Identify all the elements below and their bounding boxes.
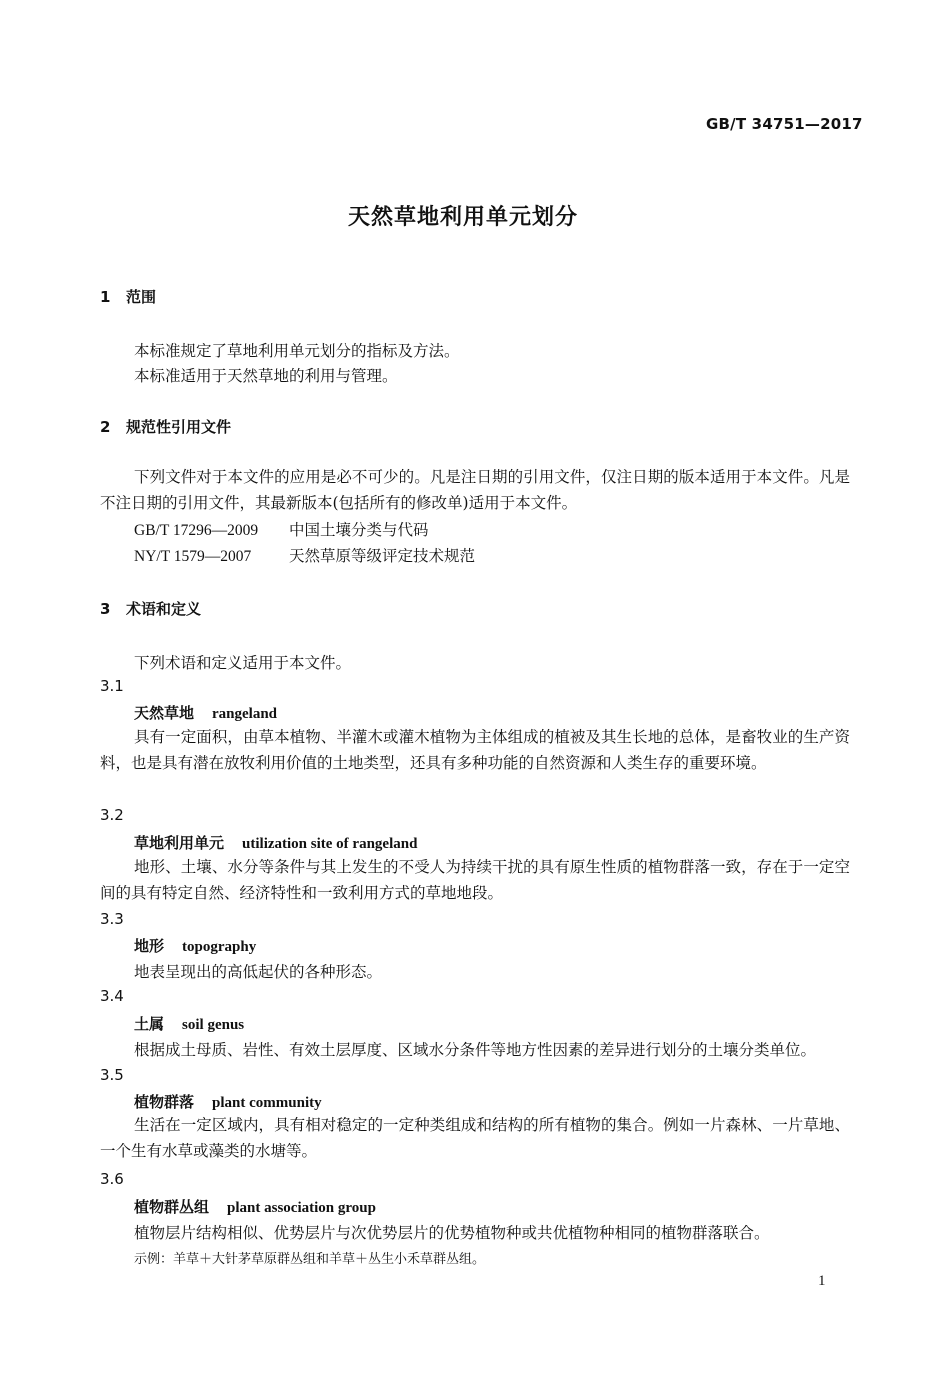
reference-name: 中国土壤分类与代码	[289, 521, 429, 539]
term-en: plant association group	[227, 1200, 376, 1216]
paragraph: 本标准规定了草地利用单元划分的指标及方法。	[134, 342, 460, 360]
term-zh: 植物群丛组	[134, 1198, 210, 1216]
section-heading	[100, 286, 156, 307]
document-title: 天然草地利用单元划分	[348, 205, 579, 230]
term-definition: 地形、土壤、水分等条件与其上发生的不受人为持续干扰的具有原生性质的植物群落一致，存在于一定空间的具有特定自然、经济特性和一致利用方式的草地地段。	[100, 858, 850, 902]
section-heading	[100, 416, 231, 437]
term-zh: 植物群落	[134, 1093, 195, 1111]
clause-number: 3.6	[100, 1170, 124, 1188]
section-title: 术语和定义	[126, 600, 202, 618]
term-heading	[134, 832, 417, 853]
reference-item	[134, 544, 475, 566]
clause-number: 3.5	[100, 1066, 124, 1084]
term-zh: 天然草地	[134, 704, 195, 722]
term-heading	[134, 1013, 244, 1034]
term-heading	[134, 702, 277, 723]
section-heading	[100, 598, 201, 619]
term-zh: 草地利用单元	[134, 834, 225, 852]
clause-number: 3.4	[100, 987, 124, 1005]
clause-number: 3.2	[100, 806, 124, 824]
term-en: rangeland	[212, 706, 278, 722]
term-definition: 植物层片结构相似、优势层片与次优势层片的优势植物种或共优植物种相同的植物群落联合。	[134, 1224, 770, 1242]
term-en: topography	[182, 939, 257, 955]
reference-code: GB/T 17296—2009	[134, 522, 259, 539]
term-definition: 生活在一定区域内，具有相对稳定的一定种类组成和结构的所有植物的集合。例如一片森林、一片草地、一个生有水草或藻类的水塘等。	[100, 1116, 850, 1160]
section-title: 规范性引用文件	[126, 418, 232, 436]
paragraph: 本标准适用于天然草地的利用与管理。	[134, 367, 398, 385]
term-zh: 地形	[134, 937, 165, 955]
reference-code: NY/T 1579—2007	[134, 548, 252, 565]
term-definition: 根据成土母质、岩性、有效土层厚度、区域水分条件等地方性因素的差异进行划分的土壤分类单位。	[134, 1041, 817, 1059]
term-heading	[134, 1196, 376, 1217]
clause-number: 3.1	[100, 677, 124, 695]
section-number: 3	[100, 600, 111, 618]
section-number: 1	[100, 288, 111, 306]
term-en: plant community	[212, 1095, 322, 1111]
reference-name: 天然草原等级评定技术规范	[289, 547, 476, 565]
term-definition: 地表呈现出的高低起伏的各种形态。	[134, 963, 383, 981]
clause-number: 3.3	[100, 910, 124, 928]
page-number: 1	[818, 1273, 826, 1289]
term-heading	[134, 935, 256, 956]
paragraph: 下列术语和定义适用于本文件。	[134, 654, 352, 672]
example-note: 示例：羊草＋大针茅草原群丛组和羊草＋丛生小禾草群丛组。	[134, 1252, 486, 1267]
term-en: utilization site of rangeland	[242, 836, 418, 852]
term-definition: 具有一定面积，由草本植物、半灌木或灌木植物为主体组成的植被及其生长地的总体，是畜牧业的生产资料，也是具有潜在放牧利用价值的土地类型，还具有多种功能的自然资源和人类生存的重要环境。	[100, 728, 850, 772]
section-number: 2	[100, 418, 111, 436]
term-zh: 土属	[134, 1015, 165, 1033]
term-en: soil genus	[182, 1017, 245, 1033]
term-heading	[134, 1091, 322, 1112]
paragraph: 下列文件对于本文件的应用是必不可少的。凡是注日期的引用文件，仅注日期的版本适用于本文件。凡是不注日期的引用文件，其最新版本(包括所有的修改单)适用于本文件。	[100, 468, 850, 512]
section-title: 范围	[126, 288, 157, 306]
standard-code: GB/T 34751—2017	[706, 115, 863, 133]
reference-item	[134, 518, 429, 540]
